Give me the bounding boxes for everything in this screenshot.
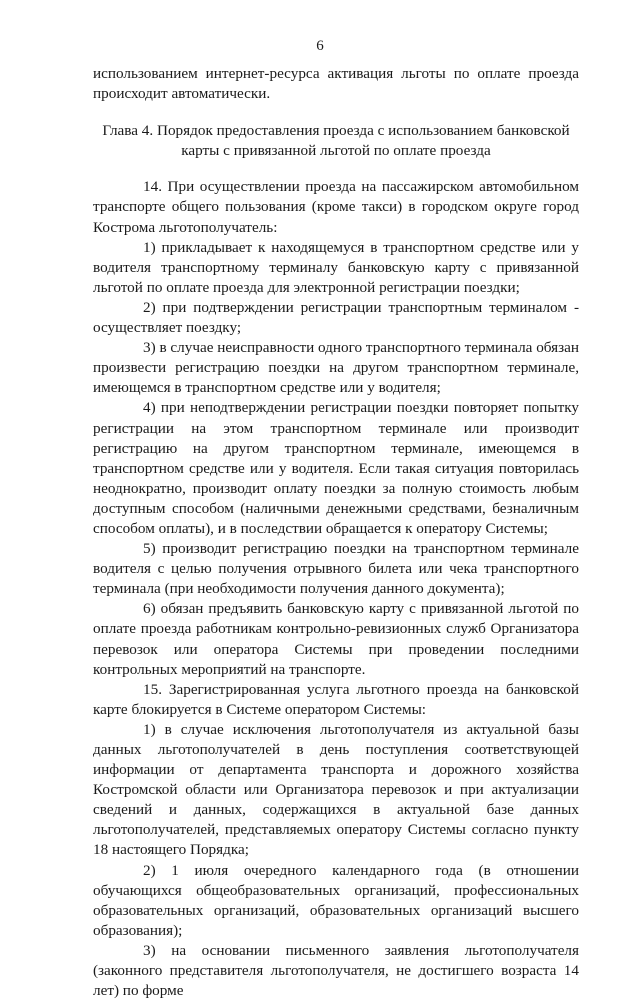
paragraph-15: 15. Зарегистрированная услуга льготного проезда на банковской карте блокируется в Системе оператором Системы: [93, 680, 579, 718]
page-number: 6 [316, 38, 324, 54]
paragraph-14-item-5: 5) производит регистрацию поездки на транспортном терминале водителя с целью получения отрывного билета или чека транспортного терминала (при необходимости получения данного документа); [93, 540, 579, 598]
paragraph-14-item-2: 2) при подтверждении регистрации транспортным терминалом - осуществляет поездку; [93, 298, 579, 337]
paragraph-14-item-1: 1) прикладывает к находящемуся в транспортном средстве или у водителя транспортному терминалу банковскую карту с привязанной льготой по оплате проезда для электронной регистрации поездки; [93, 238, 579, 296]
paragraph-14: 14. При осуществлении проезда на пассажирском автомобильном транспорте общего пользования (кроме такси) в городском округе город Кострома льготополучатель: [93, 178, 579, 236]
paragraph-14-item-6: 6) обязан предъявить банковскую карту с привязанной льготой по оплате проезда работникам контрольно-ревизионных служб Организатора перевозок или оператора Системы при проведении последними контрольных мероприятий на транспорте. [93, 600, 579, 678]
document-body [93, 64, 579, 1001]
paragraph-15-item-1: 1) в случае исключения льготополучателя из актуальной базы данных льготополучателей в день поступления соответствующей информации от департамента транспорта и дорожного хозяйства Костромской области или Организатора перевозок и при актуализации сведений и данных, содержащихся в актуальной базе данных льготополучателей, представляемых оператору Системы согласно пункту 18 настоящего Порядка; [93, 720, 579, 859]
paragraph-14-item-3: 3) в случае неисправности одного транспортного терминала обязан произвести регистрацию поездки на другом транспортном терминале, имеющемся в транспортном средстве или у водителя; [93, 339, 580, 397]
chapter-heading: Глава 4. Порядок предоставления проезда с использованием банковской карты с привязанной льготой по оплате проезда [102, 122, 570, 160]
paragraph-15-item-2: 2) 1 июля очередного календарного года (в отношении обучающихся общеобразовательных организаций, профессиональных образовательных организаций, образовательных организаций высшего образования); [93, 861, 579, 939]
paragraph-14-item-4: 4) при неподтверждении регистрации поездки повторяет попытку регистрации на этом транспортном терминале или производит регистрацию на другом транспортном терминале, имеющемся в транспортном средстве или у водителя. Если такая ситуация повторилась неоднократно, производит оплату поездки за полную стоимость любым доступным способом (наличными денежными средствами, безналичным способом оплаты), и в последствии обращается к оператору Системы; [93, 399, 579, 537]
paragraph-15-item-3: 3) на основании письменного заявления льготополучателя (законного представителя льготополучателя, не достигшего возраста 14 лет) по форме [93, 941, 579, 1000]
paragraph-continuation: использованием интернет-ресурса активация льготы по оплате проезда происходит автоматически. [93, 65, 579, 103]
